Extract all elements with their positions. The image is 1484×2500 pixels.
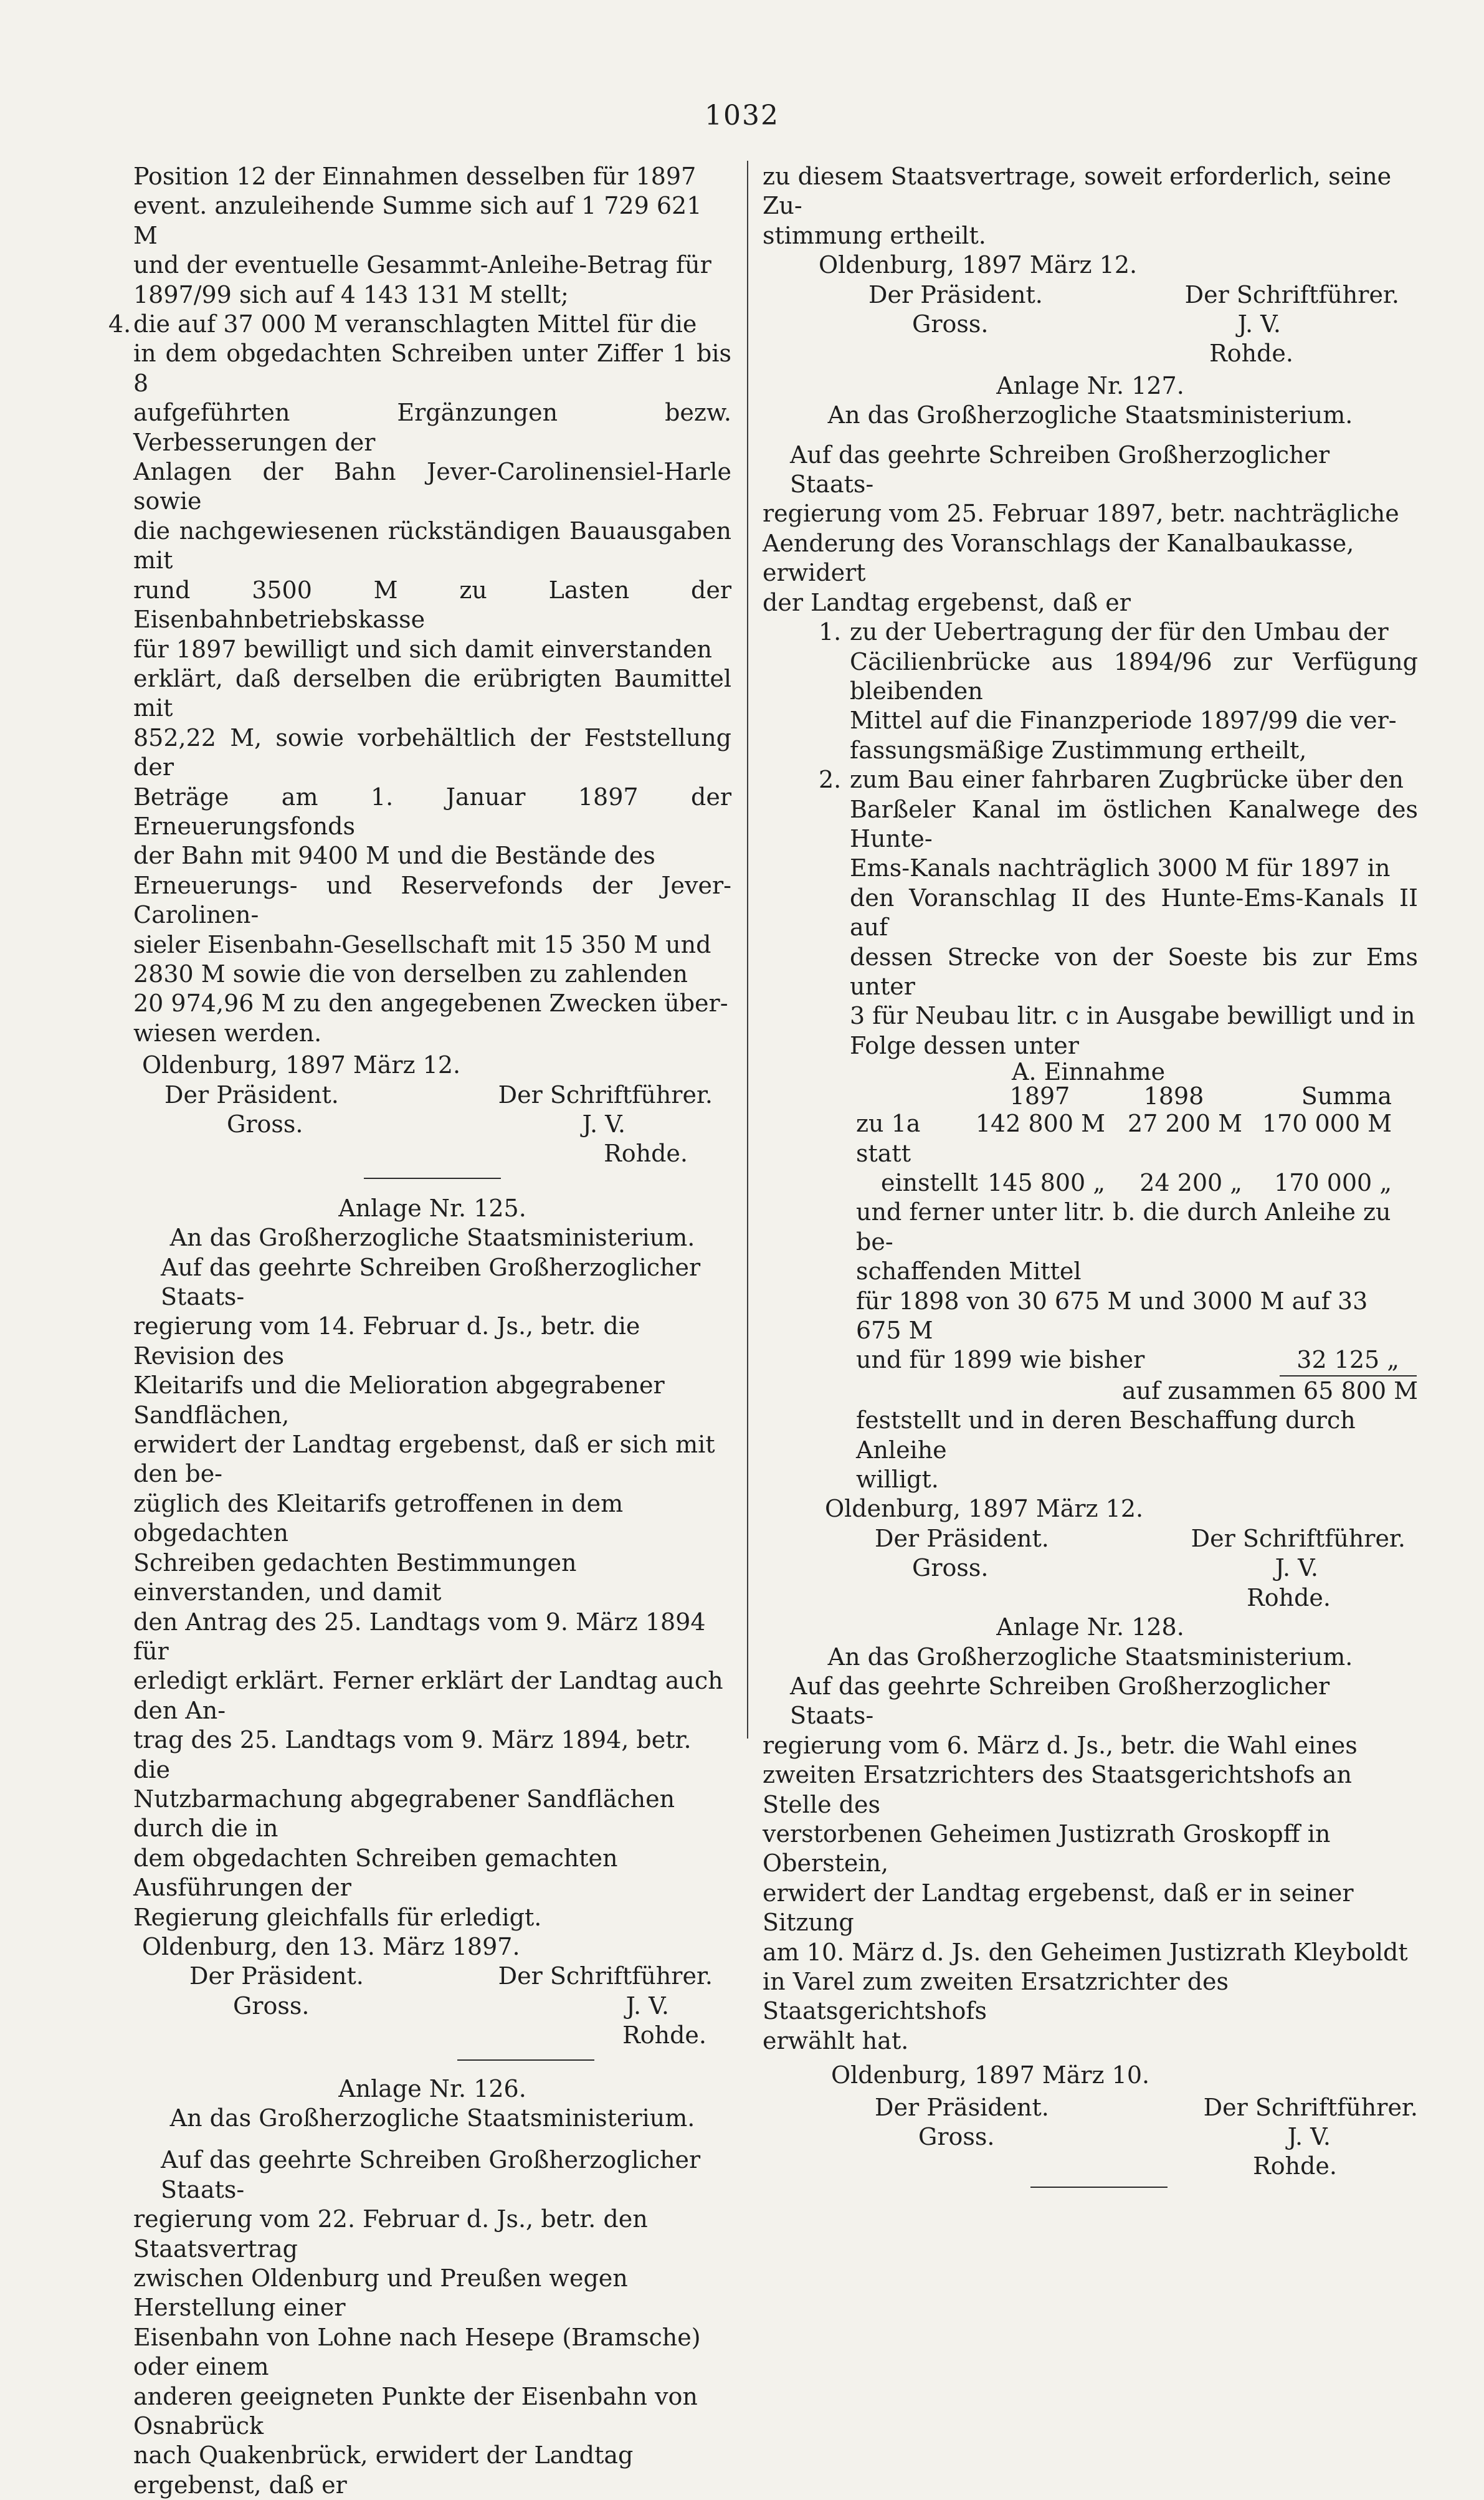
body-paragraph	[763, 1672, 1418, 2056]
text-line: Erneuerungs- und Reservefonds der Jever-Carolinen-	[133, 871, 731, 929]
table-header: Summa	[1301, 1082, 1392, 1110]
text-line: Kleitarifs und die Melioration abgegrabener Sandflächen,	[133, 1372, 665, 1429]
section-title: Anlage Nr. 127.	[996, 371, 1184, 399]
signature-block	[133, 1932, 731, 2051]
list-item-1	[763, 618, 1418, 765]
text-line: zweiten Ersatzrichters des Staatsgerichtshofs an Stelle des	[763, 1761, 1352, 1818]
item-text	[850, 765, 1418, 1061]
text-line: erwidert der Landtag ergebenst, daß er sich mit den be-	[133, 1431, 715, 1488]
text-line: den Voranschlag II des Hunte-Ems-Kanals II auf	[850, 884, 1418, 942]
text-line-row	[856, 1345, 1418, 1375]
text-line: aufgeführten Ergänzungen bezw. Verbesserungen der	[133, 399, 731, 456]
intro-paragraph	[133, 162, 731, 310]
secretary-title: Der Schriftführer.	[1184, 280, 1399, 308]
table-header: 1897	[1009, 1082, 1070, 1110]
signature-names	[763, 310, 1418, 339]
section-title: Anlage Nr. 125.	[338, 1194, 526, 1222]
body-paragraph	[133, 2145, 731, 2500]
addressee: An das Großherzogliche Staatsministerium.	[169, 1224, 695, 1252]
item-number: 1.	[819, 618, 842, 646]
secretary-name: Rohde.	[1209, 340, 1293, 368]
text-line: 20 974,96 M zu den angegebenen Zwecken über-	[133, 990, 728, 1018]
president-name: Gross.	[912, 310, 989, 338]
text-line: 3 für Neubau litr. c in Ausgabe bewilligt und in	[850, 1002, 1415, 1030]
signature-names	[133, 1110, 731, 1139]
secretary-title: Der Schriftführer.	[1191, 1524, 1406, 1552]
secretary-title: Der Schriftführer.	[1203, 2093, 1418, 2121]
text-line: Position 12 der Einnahmen desselben für 1897	[133, 163, 697, 190]
section-title: Anlage Nr. 128.	[996, 1613, 1184, 1641]
secretary-name: Rohde.	[1253, 2152, 1337, 2180]
table-row	[856, 1168, 1418, 1198]
text-line: verstorbenen Geheimen Justizrath Groskopff in Oberstein,	[763, 1820, 1331, 1877]
signature-block	[133, 1051, 731, 1169]
secretary-name: Rohde.	[604, 1140, 688, 1168]
text-line: dem obgedachten Schreiben gemachten Ausführungen der	[133, 1844, 618, 1902]
table-header-row	[856, 1083, 1418, 1109]
table-cell: einstellt	[881, 1169, 978, 1196]
place-date: Oldenburg, 1897 März 12.	[819, 251, 1138, 279]
column-divider	[747, 161, 748, 1739]
section-title: Anlage Nr. 126.	[338, 2074, 526, 2102]
signature-block	[763, 2061, 1418, 2182]
text-line: den Antrag des 25. Landtags vom 9. März 1894 für	[133, 1608, 706, 1665]
text-line: trag des 25. Landtags vom 9. März 1894, betr. die	[133, 1726, 692, 1783]
text-line: nach Quakenbrück, erwidert der Landtag ergebenst, daß er	[133, 2441, 634, 2499]
text-line: Nutzbarmachung abgegrabener Sandflächen durch die in	[133, 1785, 675, 1843]
text-line: willigt.	[856, 1466, 939, 1494]
president-name: Gross.	[233, 1992, 310, 2020]
president-title: Der Präsident.	[875, 2093, 1049, 2121]
text-line: Aenderung des Voranschlags der Kanalbaukasse, erwidert	[763, 529, 1354, 587]
place-date: Oldenburg, 1897 März 10.	[831, 2061, 1150, 2089]
signature-names	[763, 2122, 1418, 2152]
text-line: 2830 M sowie die von derselben zu zahlenden	[133, 960, 688, 988]
text-line: regierung vom 14. Februar d. Js., betr. die Revision des	[133, 1312, 640, 1370]
einnahme-table	[763, 1058, 1418, 1198]
table-cell: 145 800 „	[987, 1169, 1105, 1196]
section-rule	[457, 2059, 594, 2061]
text-line: Auf das geehrte Schreiben Großherzoglicher Staats-	[790, 441, 1330, 499]
text-line: dessen Strecke von der Soeste bis zur Ems unter	[850, 943, 1418, 1000]
text-line: feststellt und in deren Beschaffung durch Anleihe	[856, 1406, 1356, 1464]
text-line: Folge dessen unter	[850, 1031, 1079, 1059]
text-line: für 1897 bewilligt und sich damit einverstanden	[133, 635, 712, 663]
signature-titles	[763, 2093, 1418, 2122]
place-date: Oldenburg, 1897 März 12.	[825, 1495, 1144, 1523]
text-line: event. anzuleihende Summe sich auf 1 729 621 M	[133, 192, 702, 249]
item-text	[133, 310, 731, 1048]
table-cell: 24 200 „	[1139, 1169, 1242, 1196]
body-paragraph	[133, 1253, 731, 1932]
president-title: Der Präsident.	[875, 1524, 1049, 1552]
subtotal-value: 32 125 „	[1296, 1346, 1399, 1374]
text-line: regierung vom 25. Februar 1897, betr. nachträgliche	[763, 500, 1399, 528]
signature-block	[763, 1494, 1418, 1613]
text-line: in Varel zum zweiten Ersatzrichter des Staatsgerichtshofs	[763, 1967, 1229, 2025]
text-line: der Landtag ergebenst, daß er	[763, 588, 1131, 616]
text-line: Eisenbahn von Lohne nach Hesepe (Bramsche) oder einem	[133, 2323, 701, 2381]
table-cell: 170 000 M	[1262, 1110, 1392, 1138]
text-line: stimmung ertheilt.	[763, 221, 986, 249]
text-line: am 10. März d. Js. den Geheimen Justizrath Kleyboldt	[763, 1938, 1408, 1966]
continuation-paragraph	[763, 162, 1418, 250]
text-line: und der eventuelle Gesammt-Anleihe-Betrag für	[133, 251, 711, 279]
text-line: der Bahn mit 9400 M und die Bestände des	[133, 842, 655, 870]
president-title: Der Präsident.	[164, 1081, 339, 1109]
table-header: 1898	[1143, 1082, 1204, 1110]
text-line: Barßeler Kanal im östlichen Kanalwege des Hunte-	[850, 795, 1418, 852]
secretary-deputy: J. V.	[1287, 2123, 1331, 2150]
table-cell: zu 1a statt	[856, 1110, 921, 1167]
text-line: Schreiben gedachten Bestimmungen einverstanden, und damit	[133, 1548, 577, 1606]
list-item-4	[108, 310, 731, 1048]
text-line: sieler Eisenbahn-Gesellschaft mit 15 350 M und	[133, 930, 711, 958]
text-line: Auf das geehrte Schreiben Großherzoglicher Staats-	[161, 1253, 701, 1311]
place-date: Oldenburg, 1897 März 12.	[142, 1051, 461, 1079]
text-line: in dem obgedachten Schreiben unter Ziffer 1 bis 8	[133, 340, 731, 397]
left-column	[108, 162, 731, 2500]
table-heading: A. Einnahme	[1012, 1058, 1166, 1086]
right-column	[763, 162, 1418, 2197]
item-text	[850, 618, 1418, 765]
text-line: rund 3500 M zu Lasten der Eisenbahnbetriebskasse	[133, 576, 731, 634]
text-line: schaffenden Mittel	[856, 1257, 1082, 1286]
president-name: Gross.	[227, 1110, 303, 1138]
text-line: Anlagen der Bahn Jever-Carolinensiel-Harle sowie	[133, 458, 731, 515]
text-line: regierung vom 22. Februar d. Js., betr. den Staatsvertrag	[133, 2205, 648, 2263]
text-line: erwählt hat.	[763, 2026, 909, 2054]
secretary-deputy: J. V.	[582, 1110, 625, 1138]
body-paragraph	[763, 441, 1418, 618]
signature-titles	[763, 280, 1418, 310]
text-line: Beträge am 1. Januar 1897 der Erneuerungsfonds	[133, 783, 731, 840]
text-line: Auf das geehrte Schreiben Großherzoglicher Staats-	[790, 1672, 1330, 1730]
text-line: züglich des Kleitarifs getroffenen in dem obgedachten	[133, 1489, 624, 1547]
president-name: Gross.	[912, 1554, 989, 1582]
text-line: erwidert der Landtag ergebenst, daß er in seiner Sitzung	[763, 1879, 1354, 1937]
item-number: 2.	[819, 766, 842, 794]
signature-titles	[133, 1081, 731, 1110]
table-cell: 170 000 „	[1274, 1169, 1392, 1196]
text-line: und ferner unter litr. b. die durch Anleihe zu be-	[856, 1198, 1391, 1256]
secretary-title: Der Schriftführer.	[498, 1081, 713, 1109]
secretary-deputy: J. V.	[1275, 1554, 1318, 1582]
text-line: regierung vom 6. März d. Js., betr. die Wahl eines	[763, 1731, 1358, 1759]
signature-titles	[763, 1524, 1418, 1553]
list-item-2	[763, 765, 1418, 1061]
text-line: Cäcilienbrücke aus 1894/96 zur Verfügung bleibenden	[850, 647, 1418, 705]
secretary-deputy: J. V.	[1237, 310, 1281, 338]
addressee: An das Großherzogliche Staatsministerium.	[827, 401, 1353, 429]
text-line: Auf das geehrte Schreiben Großherzoglicher Staats-	[161, 2146, 701, 2203]
text-line: zu der Uebertragung der für den Umbau der	[850, 618, 1389, 646]
after-table-text	[763, 1198, 1418, 1494]
secretary-name: Rohde.	[622, 2021, 706, 2049]
text-line: die nachgewiesenen rückständigen Bauausgaben mit	[133, 517, 731, 575]
text-line: zwischen Oldenburg und Preußen wegen Herstellung einer	[133, 2264, 628, 2322]
president-title: Der Präsident.	[189, 1962, 364, 1990]
secretary-deputy: J. V.	[625, 1992, 669, 2020]
text-line: zu diesem Staatsvertrage, soweit erforderlich, seine Zu-	[763, 163, 1392, 220]
table-header-blank	[856, 1083, 974, 1109]
text-line: fassungsmäßige Zustimmung ertheilt,	[850, 736, 1307, 764]
secretary-name: Rohde.	[1247, 1583, 1331, 1611]
signature-block	[763, 250, 1418, 369]
text-line: die auf 37 000 M veranschlagten Mittel für die	[133, 310, 697, 338]
addressee: An das Großherzogliche Staatsministerium.	[827, 1643, 1353, 1671]
text-line: für 1898 von 30 675 M und 3000 M auf 33 675 M	[856, 1287, 1368, 1345]
signature-names	[763, 1553, 1418, 1583]
president-title: Der Präsident.	[868, 280, 1043, 308]
signature-names	[133, 1992, 731, 2021]
text-line: zum Bau einer fahrbaren Zugbrücke über den	[850, 766, 1404, 794]
text-line: wiesen werden.	[133, 1019, 322, 1047]
addressee: An das Großherzogliche Staatsministerium.	[169, 2104, 695, 2132]
section-rule	[1030, 2187, 1168, 2188]
text-line: Ems-Kanals nachträglich 3000 M für 1897 in	[850, 854, 1391, 882]
table-cell: 142 800 M	[975, 1110, 1105, 1138]
president-name: Gross.	[918, 2123, 995, 2150]
table-row	[856, 1109, 1418, 1168]
signature-titles	[133, 1962, 731, 1991]
text-line: und für 1899 wie bisher	[856, 1346, 1145, 1374]
text-line: Mittel auf die Finanzperiode 1897/99 die ver-	[850, 707, 1397, 735]
page-number: 1032	[705, 100, 779, 131]
total-line: auf zusammen 65 800 M	[1122, 1376, 1418, 1405]
place-date: Oldenburg, den 13. März 1897.	[142, 1932, 520, 1960]
text-line: anderen geeigneten Punkte der Eisenbahn von Osnabrück	[133, 2382, 698, 2440]
section-rule	[364, 1178, 501, 1179]
item-number: 4.	[108, 310, 131, 338]
table-cell: 27 200 M	[1128, 1110, 1242, 1138]
text-line: Regierung gleichfalls für erledigt.	[133, 1903, 542, 1931]
text-line: 852,22 M, sowie vorbehältlich der Feststellung der	[133, 723, 731, 781]
text-line: erklärt, daß derselben die erübrigten Baumittel mit	[133, 664, 731, 722]
secretary-title: Der Schriftführer.	[498, 1962, 713, 1990]
text-line: erledigt erklärt. Ferner erklärt der Landtag auch den An-	[133, 1667, 723, 1724]
text-line: 1897/99 sich auf 4 143 131 M stellt;	[133, 280, 569, 308]
